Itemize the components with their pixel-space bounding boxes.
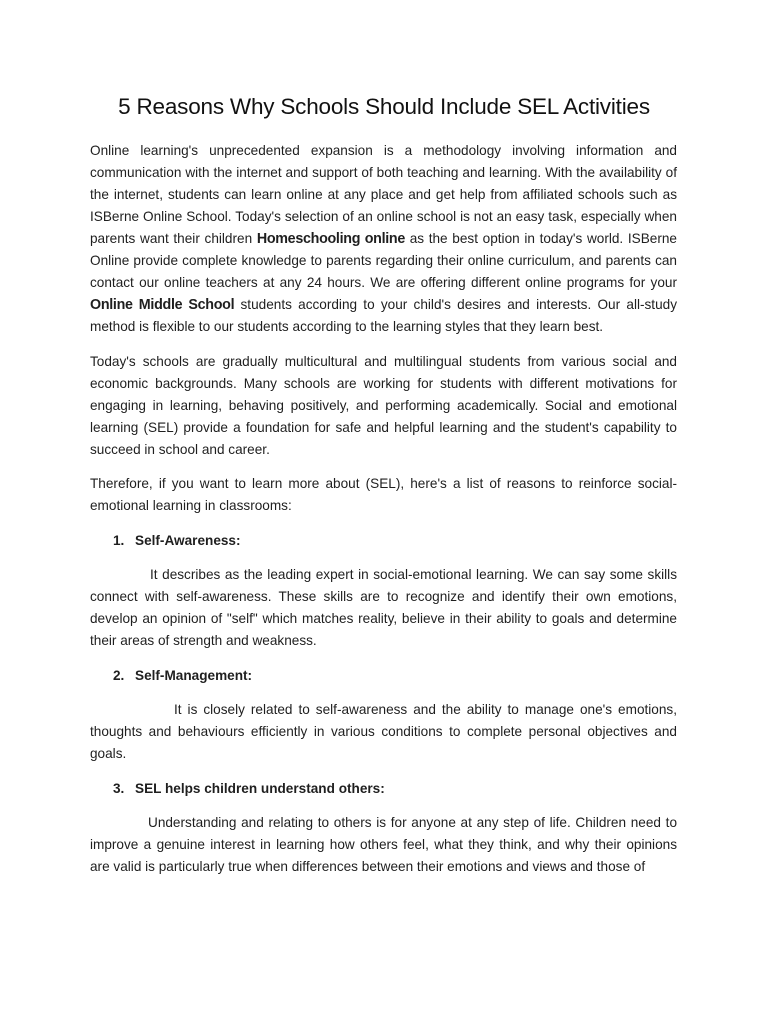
section-text-self-management: It is closely related to self-awareness and the ability to manage one's emotions, thoughts and behaviours efficiently in various conditions to complete personal objectives and goals. [90,702,677,761]
section-heading-self-management [90,665,677,687]
document-body [90,140,677,891]
page-title: 5 Reasons Why Schools Should Include SEL Activities [118,94,650,119]
section-heading-label: Self-Awareness: [135,532,241,548]
section-heading-label: SEL helps children understand others: [135,780,385,796]
multicultural-paragraph: Today's schools are gradually multicultural and multilingual students from various social and economic backgrounds. Many schools are working for students with different motivations for engaging in learning, behaving positively, and performing academically. Social and emotional learning (SEL) provide a foundation for safe and helpful learning and the student's capability to succeed in school and career. [90,353,677,457]
intro-paragraph [90,140,677,338]
online-middle-school-keyword: Online Middle School [90,297,235,313]
section-heading-understand-others [90,778,677,800]
section-text-self-awareness: It describes as the leading expert in social-emotional learning. We can say some skills connect with self-awareness. These skills are to recognize and identify their own emotions, develop an opinion of "self" which matches reality, believe in their ability to goals and determine their areas of strength and weakness. [90,567,677,648]
section-heading-self-awareness [90,530,677,552]
intro-text-part-c: students according to your child's desires and interests. Our all-study method is flexible to our students according to the learning styles that they learn best. [90,297,677,334]
section-heading-label: Self-Management: [135,667,253,683]
homeschooling-online-keyword: Homeschooling online [256,231,406,247]
list-intro-paragraph: Therefore, if you want to learn more about (SEL), here's a list of reasons to reinforce social-emotional learning in classrooms: [90,476,677,513]
intro-text-part-b: as the best option in today's world. ISBerne Online provide complete knowledge to parents regarding their online curriculum, and parents can contact our online teachers at any 24 hours. We are offering different online programs for your [90,231,677,290]
section-number: 3. [113,780,125,796]
section-text-understand-others: Understanding and relating to others is for anyone at any step of life. Children need to improve a genuine interest in learning how others feel, what they think, and why their opinions are valid is particularly true when differences between their emotions and views and those of [90,815,677,874]
section-number: 2. [113,667,125,683]
intro-text-part-a: Online learning's unprecedented expansion is a methodology involving information and communication with the internet and support of both teaching and learning. With the availability of the internet, students can learn online at any place and get help from affiliated schools such as ISBerne Online School. Today's selection of an online school is not an easy task, especially when parents want their children [90,143,677,246]
section-number: 1. [113,532,125,548]
